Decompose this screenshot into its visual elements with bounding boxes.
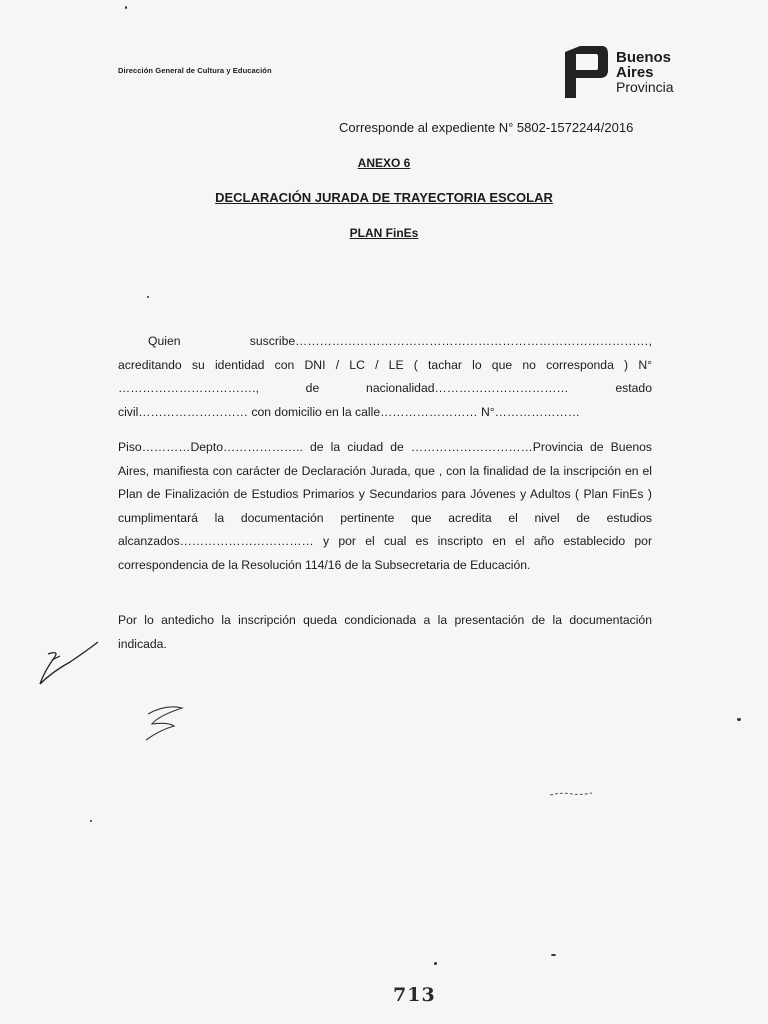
logo-line-1: Buenos: [616, 49, 672, 66]
handwritten-initial-mark: [138, 700, 198, 744]
declarant-identity-paragraph: Quien suscribe……………………………………………………………………………, acreditando su identidad con DNI / LC / LE ( tachar lo que no corresponda ) N° ……………………………., de nacionalidad…………………………… estado civil……………………… con domicilio en la calle…………………… N°…………………: [118, 334, 652, 419]
scan-speck: [147, 296, 149, 298]
logo-line-2: Aires: [616, 64, 654, 81]
provincia-logo: [560, 44, 690, 102]
scan-speck: [737, 718, 741, 721]
logo-line-3: Provincia: [616, 79, 674, 95]
page-number: 713: [393, 984, 436, 1006]
scan-speck: [551, 954, 556, 956]
annex-heading: ANEXO 6: [357, 156, 411, 170]
condition-paragraph: Por lo antedicho la inscripción queda condicionada a la presentación de la documentación indicada.: [118, 613, 652, 651]
scan-speck: [434, 962, 437, 965]
document-title: DECLARACIÓN JURADA DE TRAYECTORIA ESCOLAR: [215, 190, 553, 205]
provincia-p-logo-icon: [560, 44, 610, 102]
ink-stroke-mark: [548, 788, 598, 800]
plan-subtitle: PLAN FinEs: [349, 226, 419, 240]
expediente-reference: Corresponde al expediente N° 5802-1572244/2016: [339, 120, 634, 135]
scan-speck: [125, 6, 127, 9]
declaration-body-paragraph: Piso…………Depto……………….. de la ciudad de …………………………Provincia de Buenos Aires, manifiesta con carácter de Declaración Jurada, que , con la finalidad de la inscripción en el Plan de Finalización de Estudios Primarios y Secundarios para Jóvenes y Adultos ( Plan FinEs ) cumplimentará la documentación pertinente que acredita el nivel de estudios alcanzados…………………………… y por el cual es inscripto en el año establecido por correspondencia de la Resolución 114/16 de la Subsecretaria de Educación.: [118, 440, 652, 572]
handwritten-signature-mark: [30, 632, 110, 692]
scan-speck: [90, 820, 92, 822]
organization-name: Dirección General de Cultura y Educación: [118, 66, 272, 75]
